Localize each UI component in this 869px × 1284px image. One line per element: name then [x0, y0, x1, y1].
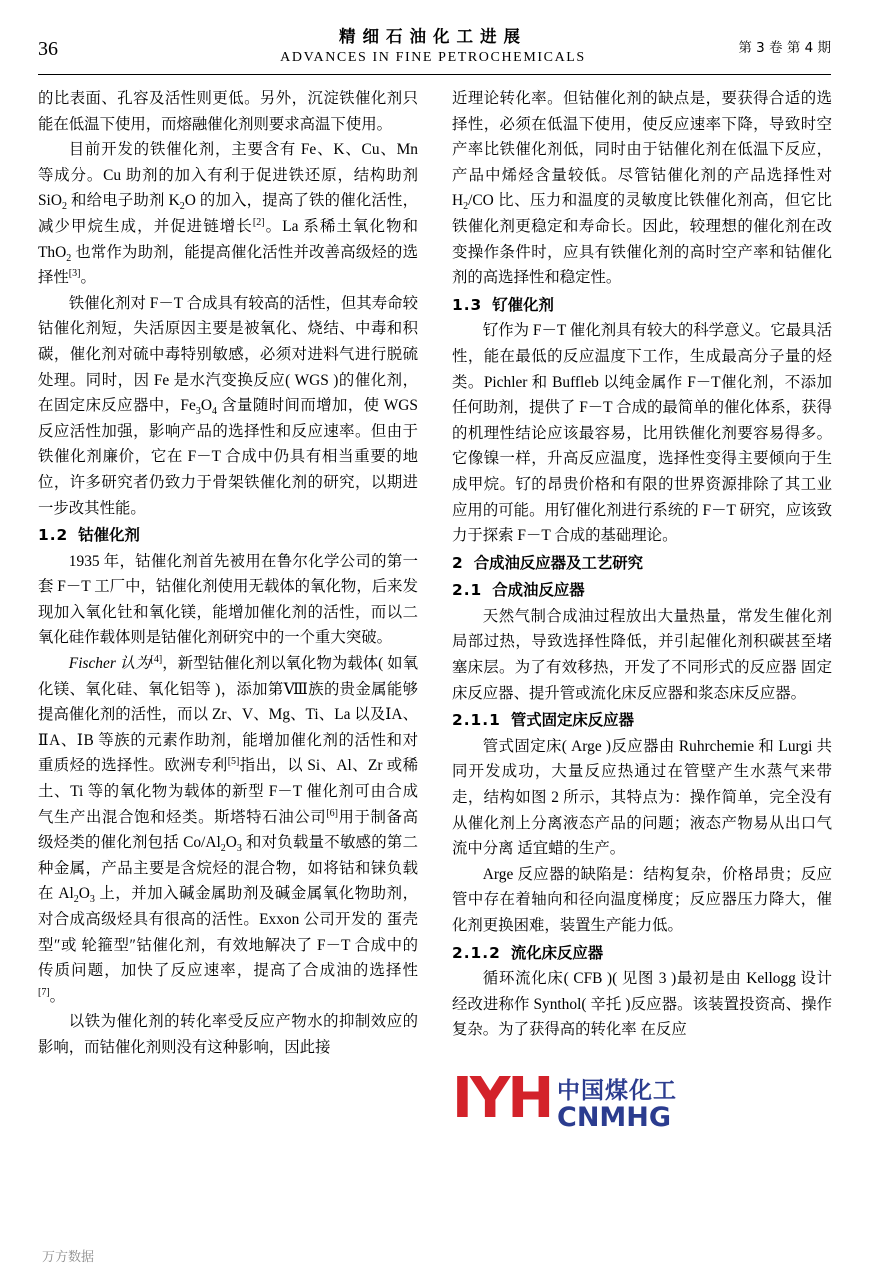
text-run: 含量随时间而增加，使 WGS 反应活性加强，影响产品的选择性和反应速率。但由于铁催化剂廉价，它在 F－T 合成中仍具有相当重要的地位，许多研究者仍致力于骨架铁催化剂的研究，以期进一步改其性能。 — [38, 397, 418, 517]
paragraph: 钌作为 F－T 催化剂具有较大的科学意义。它最具活性，能在最低的反应温度下工作，生成最高分子量的烃类。Pichler 和 Buffleb 以纯金属作 F－T催化剂，不添加任何助剂，提供了 F－T 合成的最简单的催化体系，获得的机理性结论应该最容易，比用铁催化剂要容易得多。它像镍一样，升高反应温度，选择性变得主要倾向于生成甲烷。钌的昂贵价格和有限的世界资源排除了其工业应用的可能。用钌催化剂进行系统的 F－T 研究，应该致力于探索 F－T 合成的基础理论。 — [452, 322, 832, 545]
page-header — [38, 26, 831, 72]
paragraph: 天然气制合成油过程放出大量热量，常发生催化剂局部过热，导致选择性降低，并引起催化剂积碳甚至堵塞床层。为了有效移热，开发了不同形式的反应器 固定床反应器、提升管或流化床反应器和浆态床反应器。 — [452, 607, 832, 702]
section-title: 合成油反应器 — [492, 581, 585, 600]
text-run: O — [225, 834, 237, 852]
section-number: 1.3 — [452, 295, 483, 314]
subscript: 2 — [66, 252, 72, 264]
paragraph: 管式固定床( Arge )反应器由 Ruhrchemie 和 Lurgi 共同开发成功，大量反应热通过在管壁产生水蒸气来带走，结构如图 2 所示，其特点为：操作简单，完全没有从催化剂上分离液态产品的问题；液态产物易从出口气流中分离 适宜蜡的生产。 — [452, 737, 832, 858]
reference-mark: [7] — [38, 986, 50, 998]
text-run: /CO 比、压力和温度的灵敏度比铁催化剂高，但它比铁催化剂更稳定和寿命长。因此，较理想的催化剂在改变操作条件时，应具有铁催化剂的高时空产率和钴催化剂的高选择性和稳定性。 — [452, 192, 832, 287]
section-heading-1-2 — [38, 523, 418, 549]
section-number: 2 — [452, 553, 464, 572]
section-title: 管式固定床反应器 — [510, 711, 634, 730]
section-title: 钴催化剂 — [78, 526, 140, 545]
left-column — [38, 86, 418, 1061]
section-heading-1-3 — [452, 293, 832, 319]
subscript: 3 — [236, 843, 242, 855]
text-run: 铁催化剂对 F－T 合成具有较高的活性，但其寿命较钴催化剂短，失活原因主要是被氧化、烧结、中毒和积碳，催化剂对硫中毒特别敏感，必须对进料气进行脱硫处理。同时，因 Fe 是水汽变换反应( WGS )的催化剂，在固定床反应器中，Fe — [38, 294, 418, 415]
journal-title-cn: 精细石油化工进展 — [339, 27, 527, 46]
reference-mark: [2] — [252, 216, 265, 228]
section-number: 2.1 — [452, 581, 483, 600]
text-run: O — [78, 885, 90, 903]
paragraph: 的比表面、孔容及活性则更低。另外，沉淀铁催化剂只能在低温下使用，而熔融催化剂则要求高温下使用。 — [38, 90, 418, 133]
subscript: 2 — [73, 894, 79, 906]
reference-mark: [5] — [227, 756, 240, 768]
section-heading-2 — [452, 551, 832, 577]
section-number: 2.1.1 — [452, 711, 501, 730]
right-column — [452, 86, 832, 1043]
text-run: 近理论转化率。但钴催化剂的缺点是，要获得合适的选择性，必须在低温下使用，使反应速率下降，导致时空产率比铁催化剂低，同时由于钴催化剂在低温下反应，产品中烯烃含量较低。尽管钴催化剂的产品选择性对 H — [452, 90, 832, 210]
reference-mark: [4] — [150, 653, 163, 665]
text-run: 也常作为助剂，能提高催化活性并改善高级烃的选择性 — [38, 243, 418, 287]
page-number: 36 — [38, 38, 58, 60]
journal-title-en: ADVANCES IN FINE PETROCHEMICALS — [280, 50, 586, 65]
header-divider — [38, 74, 831, 75]
footer-source-note: 万方数据 — [42, 1250, 95, 1265]
section-title: 钌催化剂 — [492, 295, 554, 314]
text-run: 。 — [49, 987, 66, 1005]
text-run: Fischer 认为 — [68, 655, 151, 673]
text-run: 。La 系稀土氧化物和 ThO — [38, 217, 418, 261]
journal-title-block — [218, 26, 648, 68]
text-run: 。 — [80, 269, 96, 287]
paragraph: 1935 年，钴催化剂首先被用在鲁尔化学公司的第一套 F－T 工厂中，钴催化剂使用无载体的氧化物，后来发现加入氧化钍和氧化镁，能增加催化剂的活性，而以二氧化硅作载体则是钴催化剂研究中的一个重大突破。 — [38, 552, 418, 647]
text-run: ，新型钴催化剂以氧化物为载体( 如氧化镁、氧化硅、氧化铝等 )，添加第Ⅷ族的贵金属能够提高催化剂的活性，而以 Zr、V、Mg、Ti、La 以及ⅠA、ⅡA、ⅠB 等族的元素作助剂，能增加催化剂的活性和对重质烃的选择性。欧洲专利 — [38, 655, 418, 775]
paragraph: Arge 反应器的缺陷是：结构复杂，价格昂贵；反应管中存在着轴向和径向温度梯度；反应器压力降大，催化剂更换困难，装置生产能力低。 — [452, 865, 832, 934]
section-heading-2-1 — [452, 578, 832, 604]
subscript: 3 — [195, 406, 201, 418]
subscript: 2 — [220, 843, 226, 855]
text-run: 指出，以 Si、Al、Zr 或稀土、Ti 等的氧化物为载体的新型 F－T 催化剂可由合成气生产出混合饱和烃类。斯塔特石油公司 — [38, 757, 418, 826]
subscript: 2 — [61, 201, 67, 213]
paragraph — [38, 291, 418, 521]
paragraph — [452, 86, 832, 291]
subscript: 2 — [463, 201, 469, 213]
paragraph — [38, 651, 418, 1009]
brand-name-cn: 中国煤化工 — [557, 1078, 677, 1104]
issue-label: 第 3 卷 第 4 期 — [738, 40, 831, 56]
section-heading-2-1-1 — [452, 708, 832, 734]
reference-mark: [6] — [326, 807, 338, 819]
section-number: 2.1.2 — [452, 943, 501, 962]
text-run: 和给电子助剂 K — [66, 192, 180, 210]
section-heading-2-1-2 — [452, 941, 832, 967]
subscript: 3 — [89, 894, 95, 906]
text-run: O 的加入，提高了铁的催化活性，减少甲烷生成，并促进链增长 — [38, 192, 418, 235]
text-run: 目前开发的铁催化剂，主要含有 Fe、K、Cu、Mn 等成分。Cu 助剂的加入有利于促进铁还原，结构助剂 SiO — [38, 141, 418, 210]
brand-name-en: CNMHG — [557, 1102, 672, 1133]
section-title: 流化床反应器 — [510, 943, 604, 962]
text-run: O — [200, 397, 212, 415]
watermark-logo — [452, 1066, 752, 1136]
section-title: 合成油反应器及工艺研究 — [473, 553, 644, 572]
text-run: 和对负载量不敏感的第二种金属，产品主要是含烷烃的混合物，如将钴和铼负载在 Al — [38, 834, 418, 903]
paragraph — [38, 137, 418, 291]
logo-mark: IYH — [452, 1066, 552, 1131]
subscript: 4 — [211, 406, 217, 418]
paragraph: 循环流化床( CFB )( 见图 3 )最初是由 Kellogg 设计 经改进称作 Synthol( 辛托 )反应器。该装置投资高、操作复杂。为了获得高的转化率 在反应 — [452, 970, 832, 1039]
text-run: 用于制备高级烃类的催化剂包括 Co/Al — [38, 808, 418, 852]
text-run: 上，并加入碱金属助剂及碱金属氧化物助剂，对合成高级烃具有很高的活性。Exxon 公司开发的 蛋壳型″或 轮箍型″钴催化剂，有效地解决了 F－T 合成中的传质问题，加快了反应速率，提高了合成油的选择性 — [38, 885, 418, 980]
paragraph: 以铁为催化剂的转化率受反应产物水的抑制效应的影响，而钴催化剂则没有这种影响，因此接 — [38, 1013, 418, 1056]
reference-mark: [3] — [68, 268, 81, 280]
section-number: 1.2 — [38, 526, 69, 545]
subscript: 2 — [179, 201, 185, 213]
